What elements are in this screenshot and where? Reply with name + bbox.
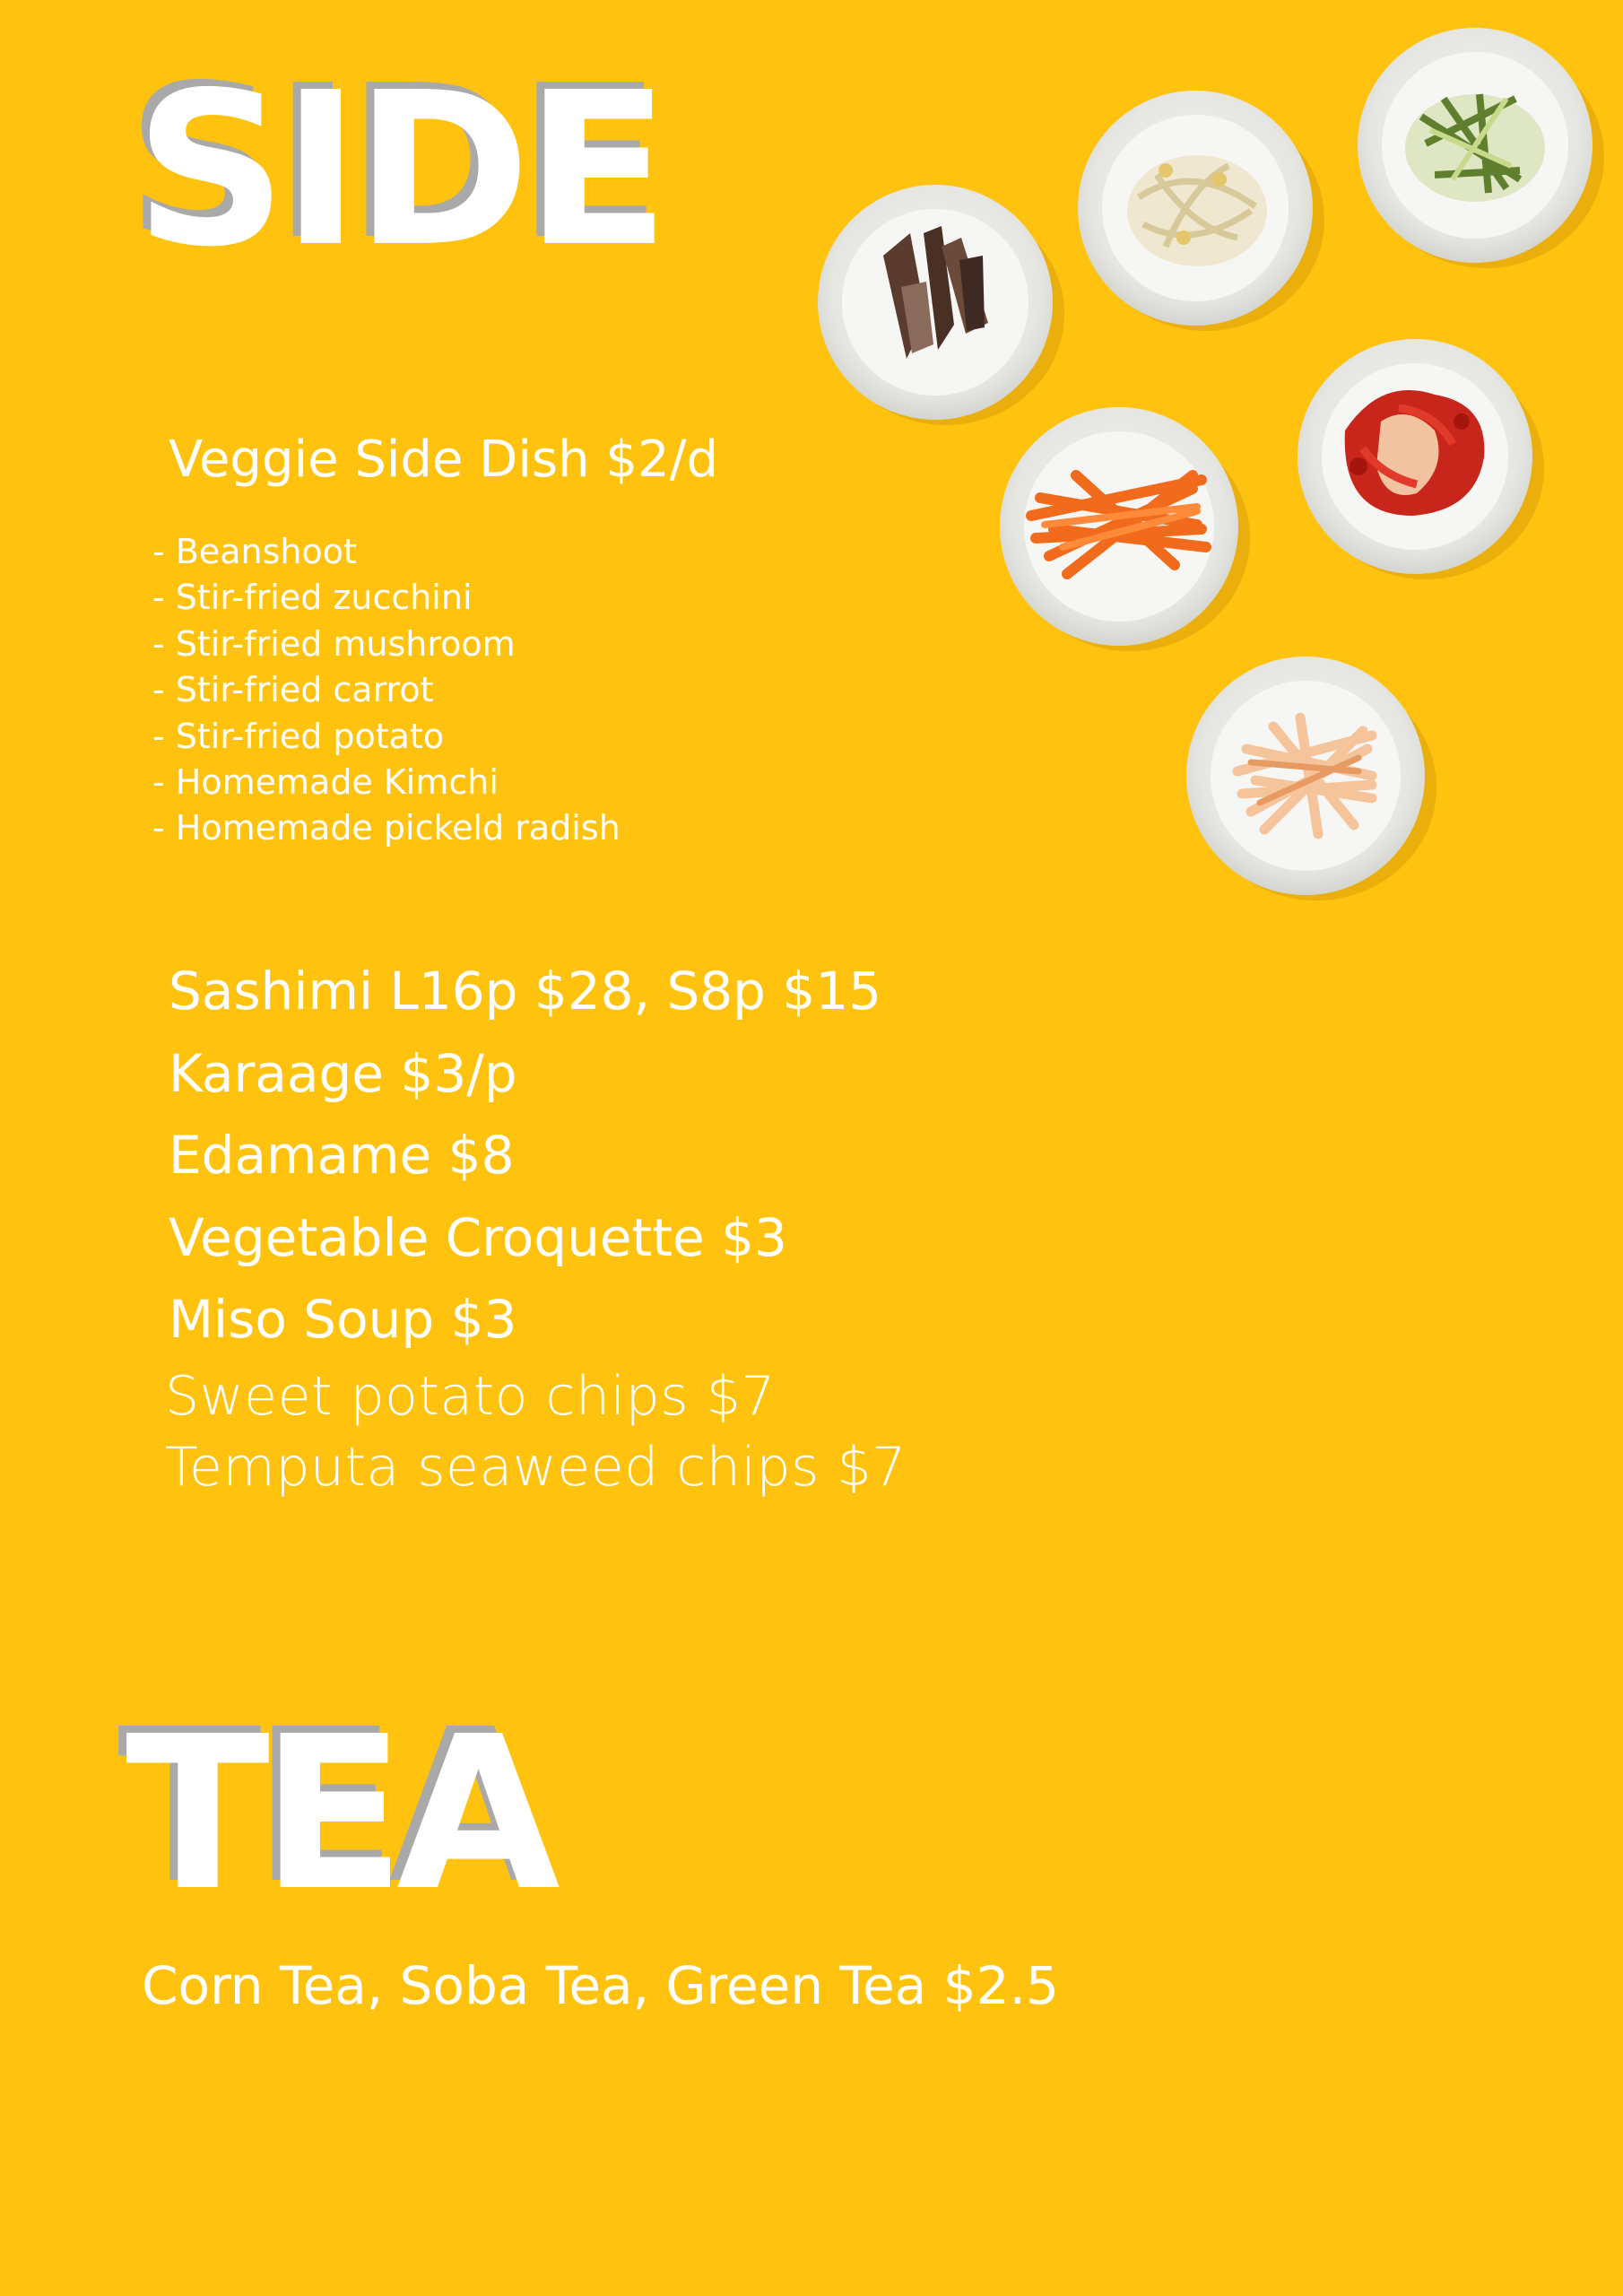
veggie-side-dish-list <box>152 529 621 852</box>
menu-item-karaage: Karaage $3/p <box>169 1042 517 1104</box>
pickled-radish-bowl <box>1186 657 1436 900</box>
zucchini-bowl <box>1358 28 1604 268</box>
tea-heading: TEA <box>126 1691 551 1937</box>
list-item: - Stir-fried zucchini <box>152 578 473 618</box>
kimchi-bowl <box>1298 339 1544 579</box>
list-item: - Stir-fried potato <box>152 716 445 756</box>
menu-item-sashimi: Sashimi L16p $28, S8p $15 <box>169 961 882 1022</box>
list-item: - Beanshoot <box>152 532 357 571</box>
veggie-side-dish-title: Veggie Side Dish $2/d <box>169 430 719 489</box>
side-heading: SIDE <box>135 47 664 293</box>
side-menu-list <box>165 951 907 1503</box>
list-item: - Homemade Kimchi <box>152 761 499 802</box>
beansprout-bowl <box>1078 91 1324 331</box>
menu-item-sweet-potato-chips: Sweet potato chips $7 <box>165 1364 776 1428</box>
list-item: - Stir-fried carrot <box>152 670 434 710</box>
mushroom-bowl <box>818 185 1064 425</box>
menu-item-edamame: Edamame $8 <box>169 1125 515 1186</box>
list-item: - Homemade pickeld radish <box>152 808 621 848</box>
menu-item-tempura-seaweed-chips: Temputa seaweed chips $7 <box>165 1435 907 1499</box>
menu-item-miso-soup: Miso Soup $3 <box>169 1289 517 1350</box>
list-item: - Stir-fried mushroom <box>152 623 516 664</box>
tea-menu-line: Corn Tea, Soba Tea, Green Tea $2.5 <box>142 1955 1059 2016</box>
menu-item-vegetable-croquette: Vegetable Croquette $3 <box>169 1206 787 1268</box>
carrot-bowl <box>1000 407 1250 651</box>
